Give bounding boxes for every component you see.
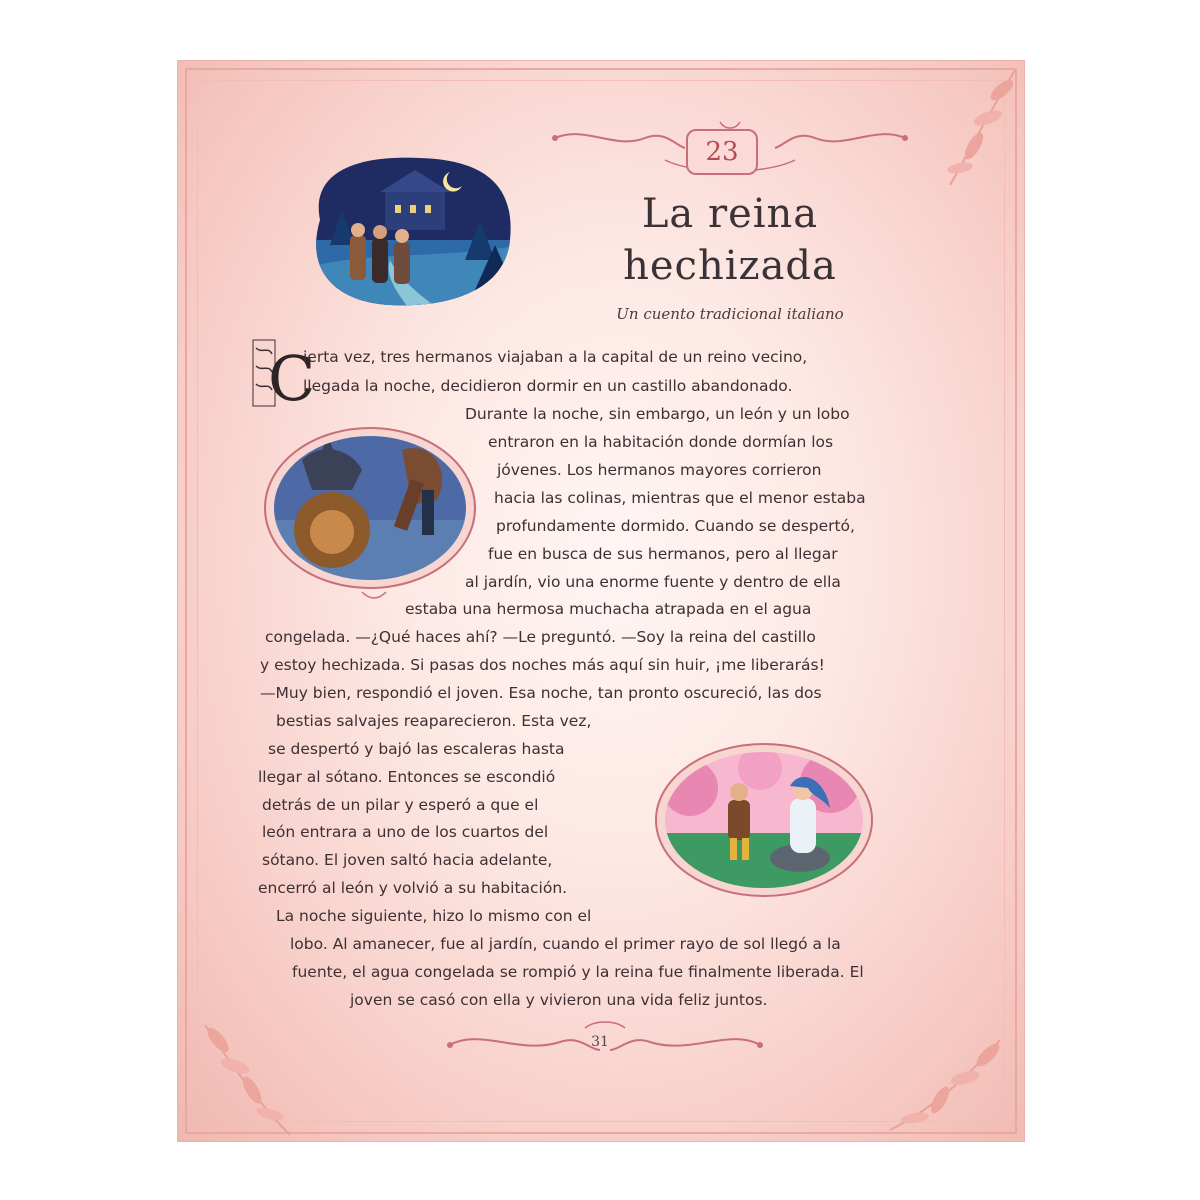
page-number: 31 [591,1034,609,1050]
story-line: bestias salvajes reaparecieron. Esta vez, [276,712,592,730]
story-title-line-2: hechizada [623,243,837,289]
story-line: se despertó y bajó las escaleras hasta [268,740,565,758]
chapter-number-badge: 23 [686,129,758,175]
story-line: detrás de un pilar y esperó a que el [262,796,539,814]
story-line: profundamente dormido. Cuando se despertó, [496,517,855,535]
story-line: encerró al león y volvió a su habitación. [258,879,568,897]
story-line: joven se casó con ella y vivieron una vida feliz juntos. [350,991,768,1009]
story-line: estaba una hermosa muchacha atrapada en el agua [405,600,812,618]
story-line: al jardín, vio una enorme fuente y dentro de ella [465,573,841,591]
drop-cap-ornament-icon [252,336,316,415]
story-line: entraron en la habitación donde dormían los [488,433,834,451]
story-line: león entrara a uno de los cuartos del [262,823,549,841]
story-line: fue en busca de sus hermanos, pero al llegar [488,545,838,563]
story-line: congelada. —¿Qué haces ahí? —Le preguntó. —Soy la reina del castillo [265,628,816,646]
castle-night-illustration [300,150,520,310]
story-line: jóvenes. Los hermanos mayores corrieron [497,461,822,479]
story-title-line-1: La reina [641,191,819,237]
story-line: ierta vez, tres hermanos viajaban a la capital de un reino vecino, [303,348,808,366]
queen-fountain-illustration [650,738,880,908]
story-line: llegar al sótano. Entonces se escondió [258,768,556,786]
story-line: —Muy bien, respondió el joven. Esa noche, tan pronto oscureció, las dos [260,684,822,702]
story-line: sótano. El joven saltó hacia adelante, [262,851,553,869]
story-line: fuente, el agua congelada se rompió y la reina fue finalmente liberada. El [292,963,864,981]
story-line: Durante la noche, sin embargo, un león y un lobo [465,405,850,423]
story-line: La noche siguiente, hizo lo mismo con el [276,907,592,925]
wolf-lion-illustration [262,420,482,610]
story-title [600,188,860,292]
story-line: hacia las colinas, mientras que el menor estaba [494,489,866,507]
story-line: lobo. Al amanecer, fue al jardín, cuando el primer rayo de sol llegó a la [290,935,841,953]
story-subtitle: Un cuento tradicional italiano [616,305,844,323]
drop-cap-letter: C [268,342,316,415]
story-line: y estoy hechizada. Si pasas dos noches más aquí sin huir, ¡me liberarás! [260,656,825,674]
story-line: llegada la noche, decidieron dormir en un castillo abandonado. [303,377,793,395]
